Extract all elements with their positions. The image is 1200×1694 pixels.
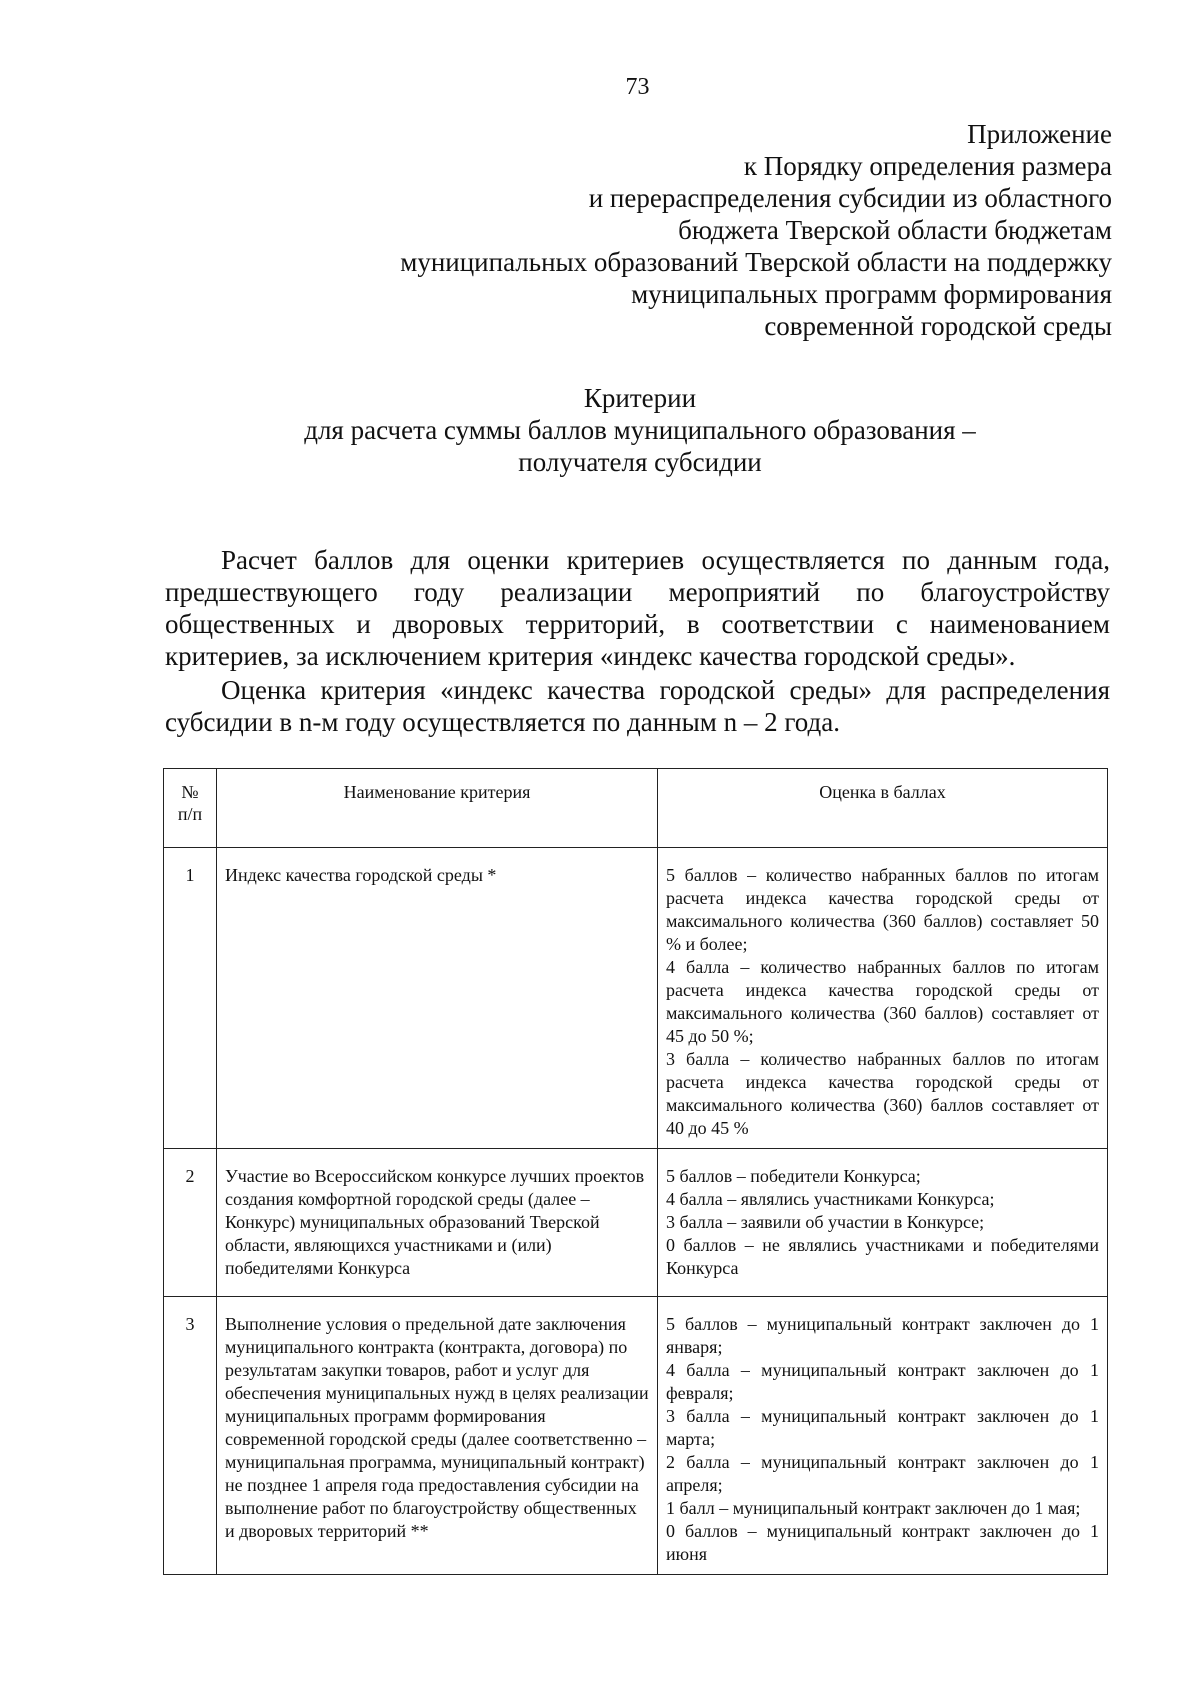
score-line: 3 балла – заявили об участии в Конкурсе; [666, 1212, 985, 1232]
score-line: 5 баллов – муниципальный контракт заключен до 1 января; [666, 1314, 1099, 1357]
page-number: 73 [625, 74, 650, 100]
row-criterion-name: Выполнение условия о предельной дате заключения муниципального контракта (контракта, договора) по результатам закупки товаров, работ и услуг для обеспечения муниципальных нужд в целях реализации муниципальных программ формирования современной городской среды (далее соответственно – муниципальная программа, муниципальный контракт) не позднее 1 апреля года предоставления субсидии на выполнение работ по благоустройству общественных и дворовых территорий ** [217, 1297, 658, 1575]
score-line: 1 балл – муниципальный контракт заключен до 1 мая; [666, 1498, 1081, 1518]
row-num: 1 [164, 848, 217, 1149]
table-row [164, 1297, 1108, 1575]
appendix-line: муниципальных образований Тверской области на поддержку [400, 247, 1112, 277]
criteria-title-line: Критерии [583, 383, 697, 413]
score-line: 0 баллов – не являлись участниками и победителями Конкурса [666, 1235, 1099, 1278]
header-name: Наименование критерия [217, 769, 658, 848]
criteria-title [160, 382, 1120, 478]
header-score: Оценка в баллах [658, 769, 1108, 848]
intro-paragraph: Расчет баллов для оценки критериев осуществляется по данным года, предшествующего году реализации мероприятий по благоустройству общественных и дворовых территорий, в соответствии с наименованием критериев, за исключением критерия «индекс качества городской среды». [165, 545, 1110, 671]
appendix-line: Приложение [967, 119, 1112, 149]
appendix-line: и перераспределения субсидии из областного [588, 183, 1112, 213]
intro-text [165, 544, 1110, 738]
score-line: 3 балла – количество набранных баллов по итогам расчета индекса качества городской среды от максимального количества (360) баллов составляет от 40 до 45 % [666, 1049, 1099, 1138]
row-score [658, 848, 1108, 1149]
score-line: 5 баллов – победители Конкурса; [666, 1166, 921, 1186]
row-score [658, 1297, 1108, 1575]
row-num: 3 [164, 1297, 217, 1575]
appendix-line: современной городской среды [764, 311, 1112, 341]
criteria-table [163, 768, 1108, 1575]
score-line: 2 балла – муниципальный контракт заключен до 1 апреля; [666, 1452, 1099, 1495]
table-row [164, 1149, 1108, 1297]
appendix-line: муниципальных программ формирования [631, 279, 1112, 309]
criteria-title-line: получателя субсидии [518, 447, 762, 477]
row-criterion-name: Индекс качества городской среды * [217, 848, 658, 1149]
score-line: 5 баллов – количество набранных баллов по итогам расчета индекса качества городской среды от максимального количества (360 баллов) составляет 50 % и более; [666, 865, 1099, 954]
score-line: 4 балла – муниципальный контракт заключен до 1 февраля; [666, 1360, 1099, 1403]
intro-paragraph: Оценка критерия «индекс качества городской среды» для распределения субсидии в n-м году осуществляется по данным n – 2 года. [165, 675, 1110, 737]
appendix-line: бюджета Тверской области бюджетам [678, 215, 1112, 245]
score-line: 4 балла – количество набранных баллов по итогам расчета индекса качества городской среды от максимального количества (360 баллов) составляет от 45 до 50 %; [666, 957, 1099, 1046]
header-num [164, 769, 217, 848]
table-row [164, 848, 1108, 1149]
score-line: 0 баллов – муниципальный контракт заключен до 1 июня [666, 1521, 1099, 1564]
criteria-title-line: для расчета суммы баллов муниципального образования – [304, 415, 976, 445]
row-num: 2 [164, 1149, 217, 1297]
header-num-abbr: п/п [177, 804, 203, 824]
row-criterion-name: Участие во Всероссийском конкурсе лучших проектов создания комфортной городской среды (далее – Конкурс) муниципальных образований Тверской области, являющихся участниками и (или) победителями Конкурса [217, 1149, 658, 1297]
row-score [658, 1149, 1108, 1297]
header-num-symbol: № [181, 782, 199, 802]
score-line: 3 балла – муниципальный контракт заключен до 1 марта; [666, 1406, 1099, 1449]
table-header-row [164, 769, 1108, 848]
appendix-line: к Порядку определения размера [743, 151, 1112, 181]
score-line: 4 балла – являлись участниками Конкурса; [666, 1189, 995, 1209]
appendix-header [212, 118, 1112, 342]
